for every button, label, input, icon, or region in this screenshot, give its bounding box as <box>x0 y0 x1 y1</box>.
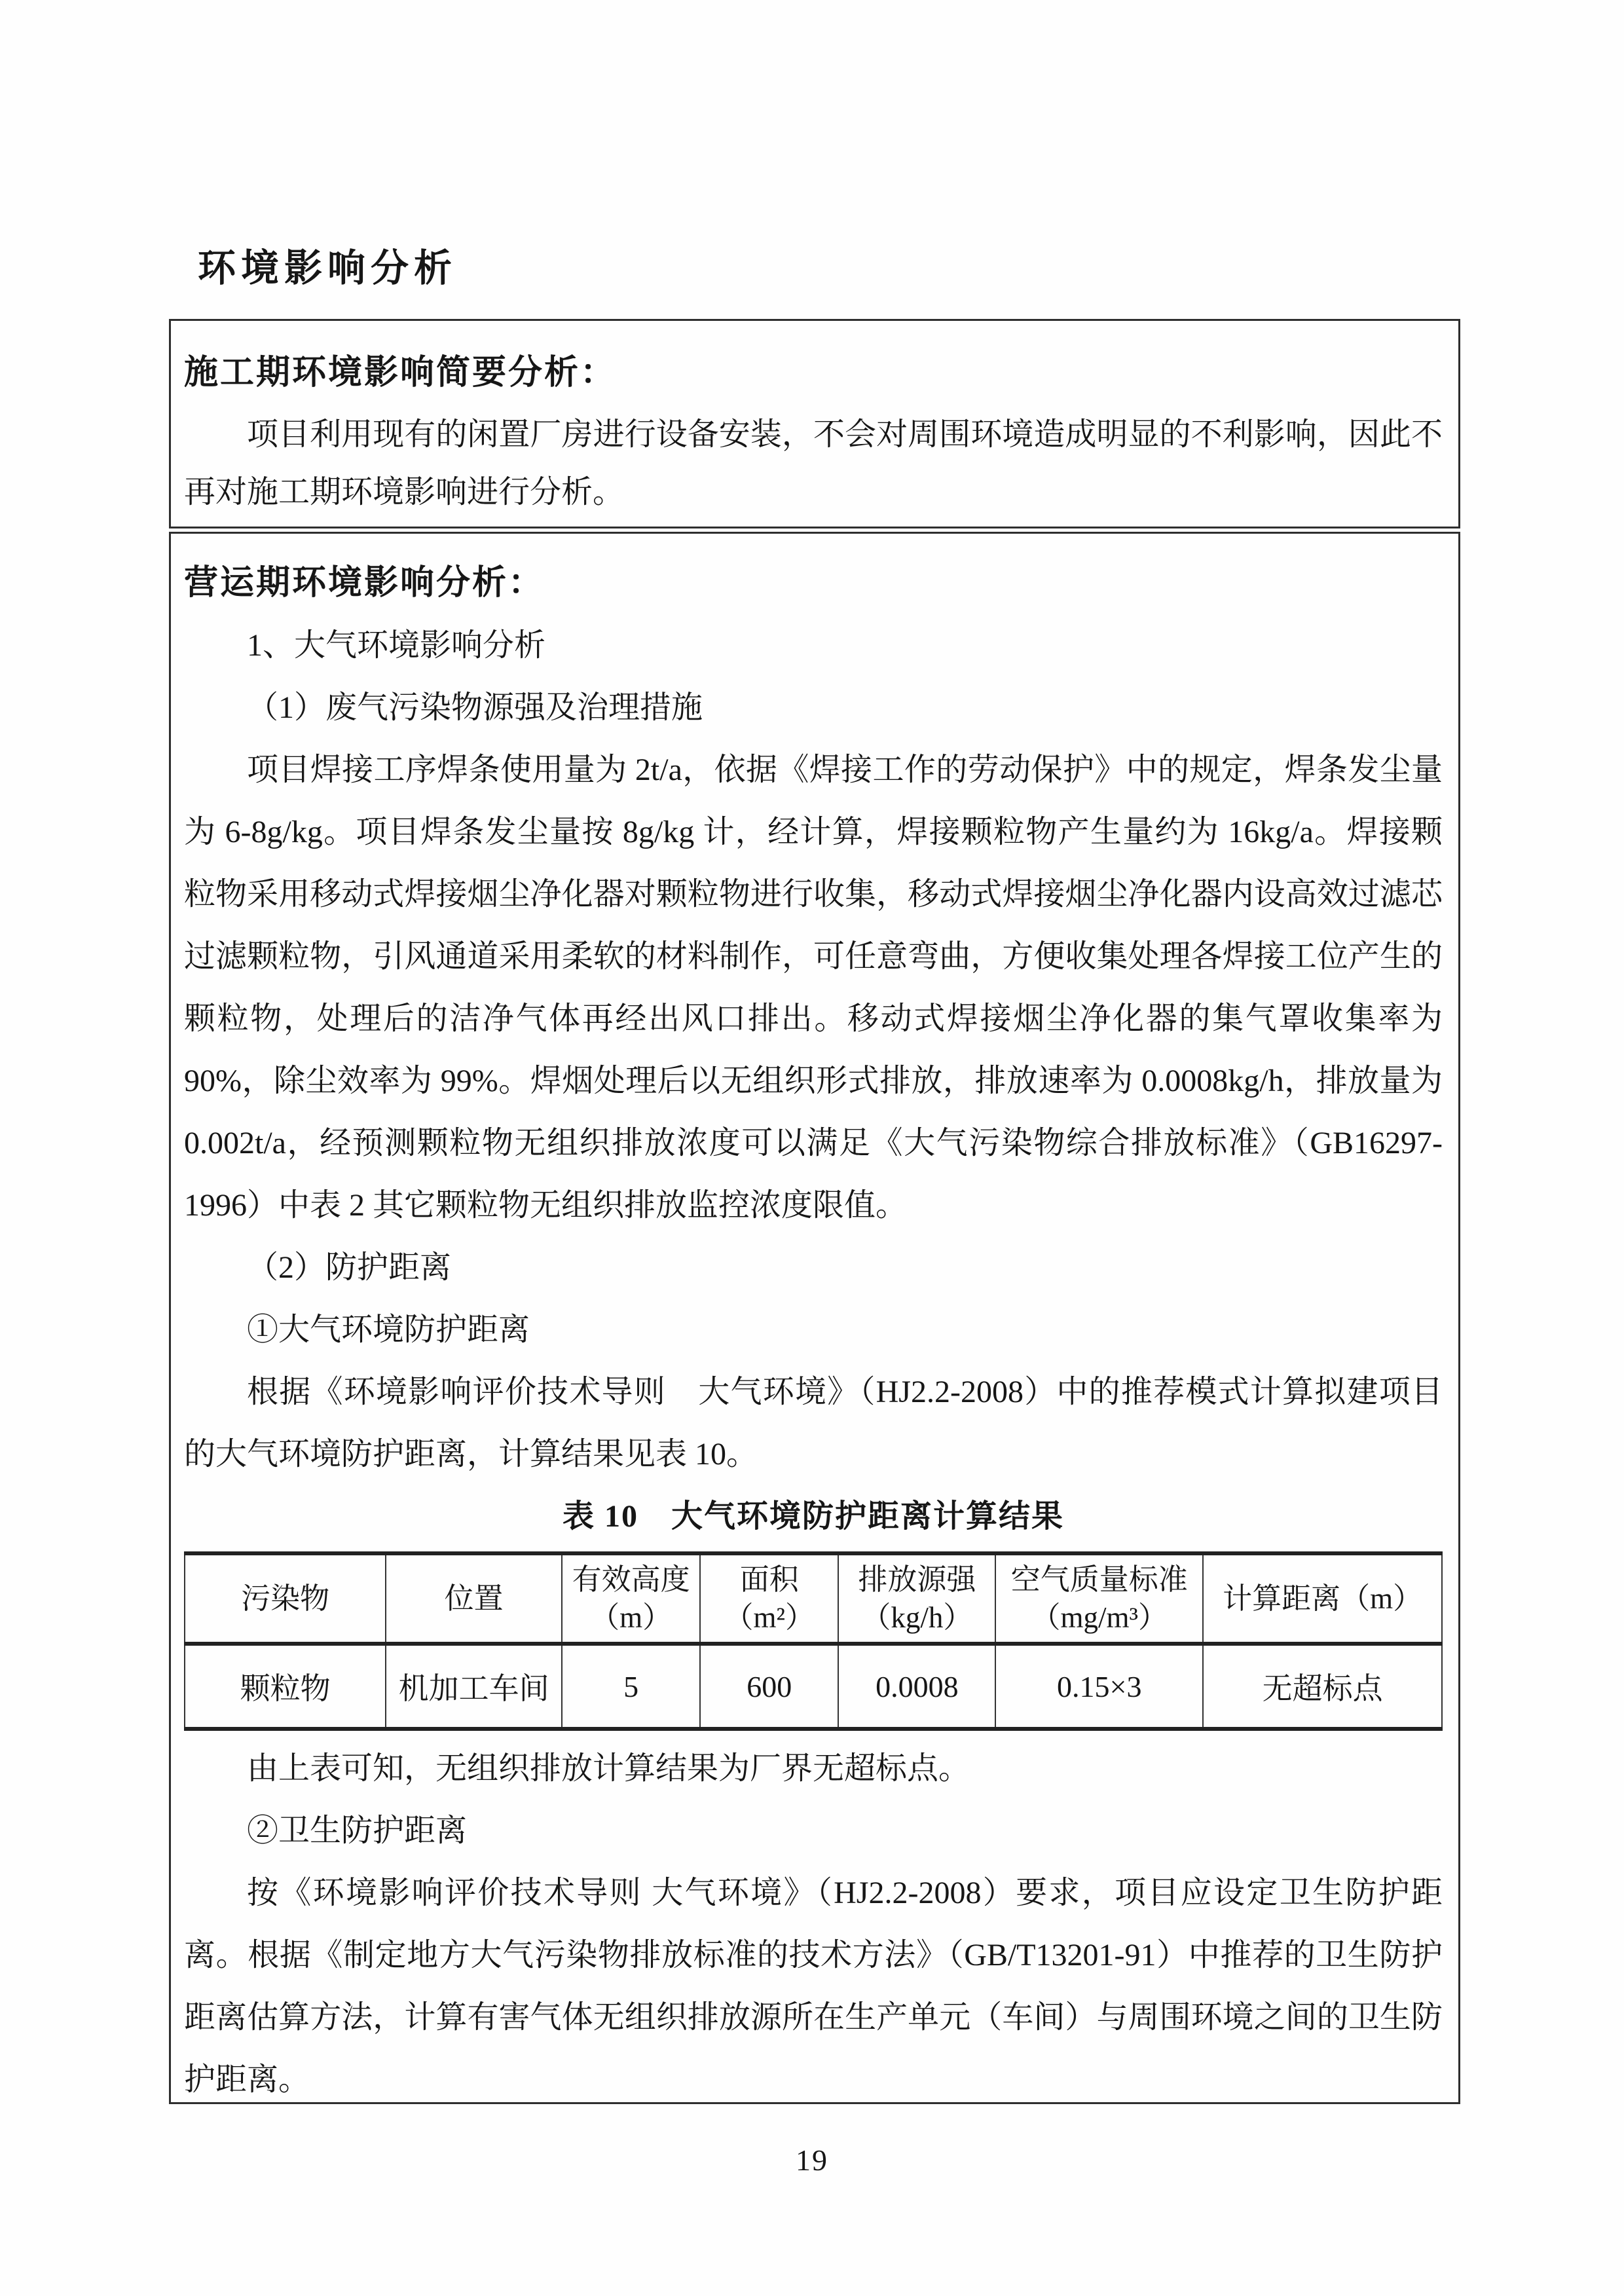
header-emission-rate: 排放源强（kg/h） <box>838 1553 995 1644</box>
operation-period-section <box>169 532 1460 2104</box>
table-row <box>185 1644 1442 1729</box>
cell-area: 600 <box>700 1644 838 1729</box>
item-air-analysis: 1、大气环境影响分析 <box>247 628 546 663</box>
paragraph-table-conclusion: 由上表可知，无组织排放计算结果为厂界无超标点。 <box>247 1751 970 1786</box>
item-protection-distance: （2）防护距离 <box>247 1250 452 1285</box>
paragraph-atmospheric-protection-distance: 根据《环境影响评价技术导则 大气环境》（HJ2.2-2008）中的推荐模式计算拟建项目的大气环境防护距离，计算结果见表 10。 <box>184 1375 1443 1472</box>
header-effective-height: 有效高度（m） <box>562 1553 700 1644</box>
construction-period-section <box>169 319 1460 528</box>
cell-effective-height: 5 <box>562 1644 700 1729</box>
header-pollutant: 污染物 <box>185 1553 386 1644</box>
construction-heading: 施工期环境影响简要分析： <box>184 354 617 392</box>
cell-location: 机加工车间 <box>386 1644 562 1729</box>
page-title: 环境影响分析 <box>198 247 458 289</box>
paragraph-waste-gas-source: 项目焊接工序焊条使用量为 2t/a，依据《焊接工作的劳动保护》中的规定，焊条发尘量为 6-8g/kg。项目焊条发尘量按 8g/kg 计，经计算，焊接颗粒物产生量约为 16kg/a。焊接颗粒物采用移动式焊接烟尘净化器对颗粒物进行收集，移动式焊接烟尘净化器内设高效过滤芯过滤颗粒物，引风通道采用柔软的材料制作，可任意弯曲，方便收集处理各焊接工位产生的颗粒物，处理后的洁净气体再经出风口排出。移动式焊接烟尘净化器的集气罩收集率为 90%，除尘效率为 99%。焊烟处理后以无组织形式排放，排放速率为 0.0008kg/h，排放量为 0.002t/a，经预测颗粒物无组织排放浓度可以满足《大气污染物综合排放标准》（GB16297-1996）中表 2 其它颗粒物无组织排放监控浓度限值。 <box>184 752 1443 1223</box>
page-number: 19 <box>796 2143 828 2177</box>
paragraph-sanitary-protection-distance: 按《环境影响评价技术导则 大气环境》（HJ2.2-2008）要求，项目应设定卫生防护距离。根据《制定地方大气污染物排放标准的技术方法》（GB/T13201-91）中推荐的卫生防护距离估算方法，计算有害气体无组织排放源所在生产单元（车间）与周围环境之间的卫生防护距离。 <box>184 1876 1443 2097</box>
header-air-quality-standard: 空气质量标准（mg/m³） <box>995 1553 1203 1644</box>
item-atmospheric-protection-distance: ①大气环境防护距离 <box>247 1312 530 1347</box>
construction-paragraph: 项目利用现有的闲置厂房进行设备安装，不会对周围环境造成明显的不利影响，因此不再对施工期环境影响进行分析。 <box>184 417 1443 509</box>
table-header-row <box>185 1553 1442 1644</box>
cell-emission-rate: 0.0008 <box>838 1644 995 1729</box>
operation-heading: 营运期环境影响分析： <box>184 565 545 602</box>
protection-distance-table <box>184 1551 1443 1731</box>
cell-air-quality-standard: 0.15×3 <box>995 1644 1203 1729</box>
header-location: 位置 <box>386 1553 562 1644</box>
header-area: 面积（m²） <box>700 1553 838 1644</box>
table-10-title: 表 10 大气环境防护距离计算结果 <box>562 1499 1064 1534</box>
item-waste-gas-source: （1）废气污染物源强及治理措施 <box>247 690 703 725</box>
header-calculated-distance: 计算距离（m） <box>1203 1553 1442 1644</box>
cell-calculated-distance: 无超标点 <box>1203 1644 1442 1729</box>
item-sanitary-protection-distance: ②卫生防护距离 <box>247 1813 468 1848</box>
cell-pollutant: 颗粒物 <box>185 1644 386 1729</box>
